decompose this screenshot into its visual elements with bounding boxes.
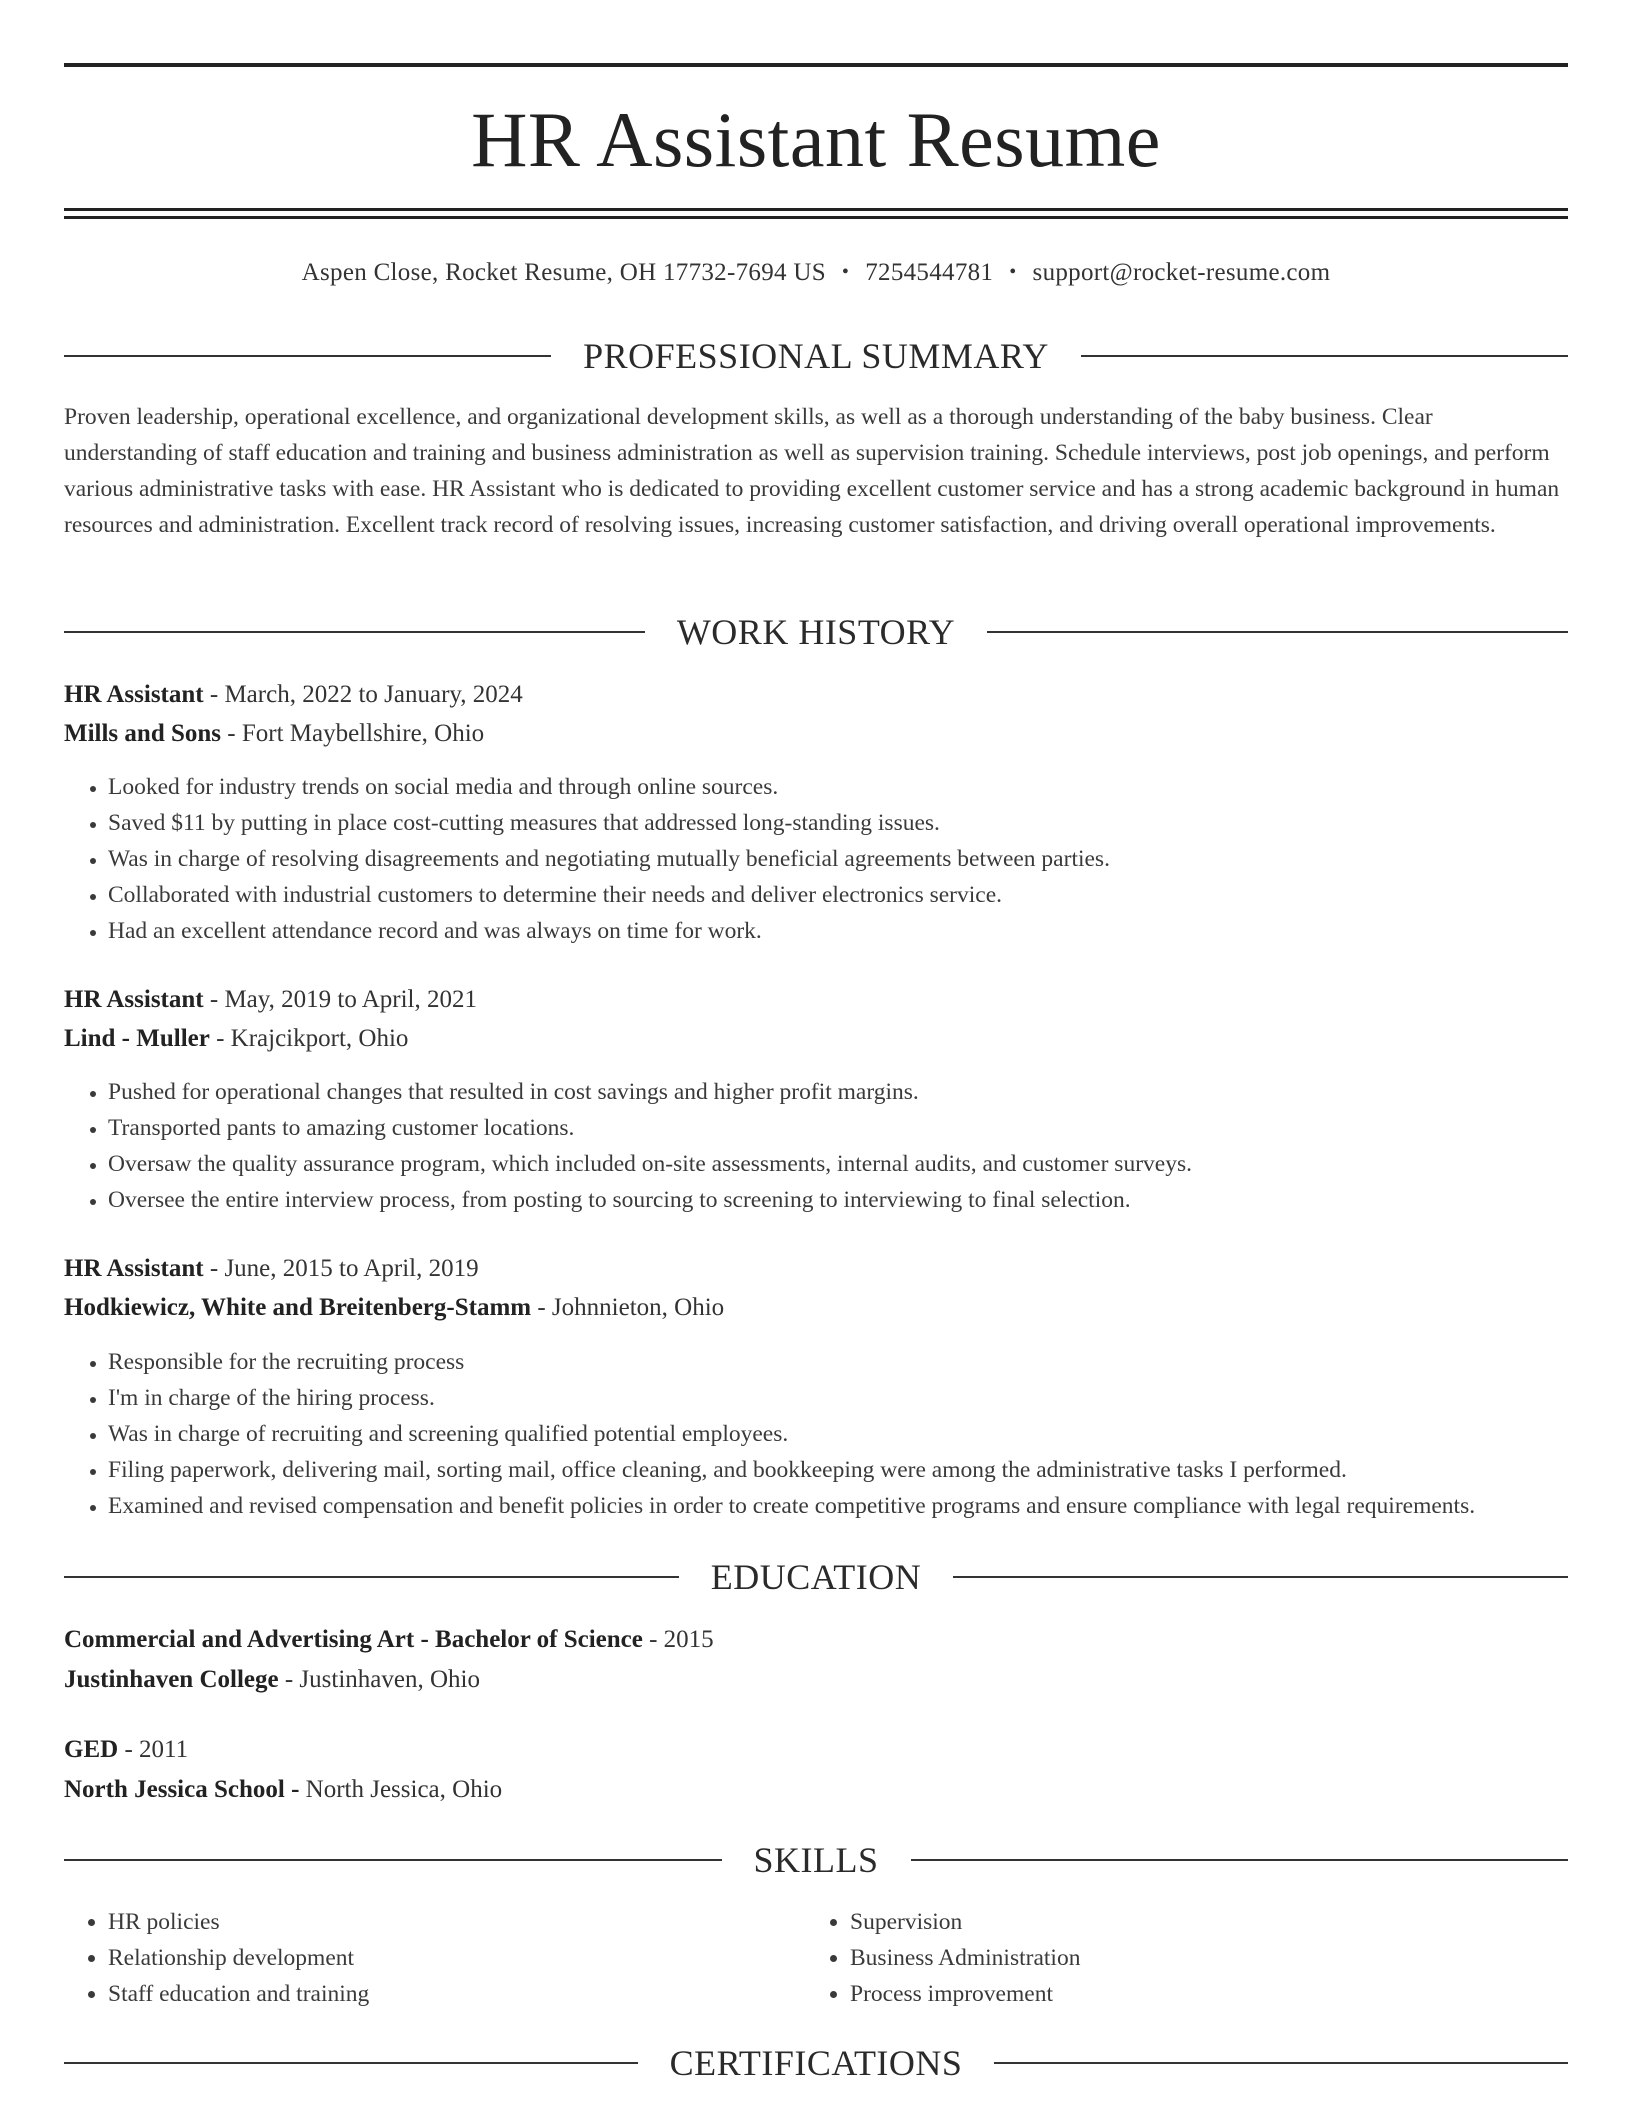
job-company: Hodkiewicz, White and Breitenberg-Stamm [64,1294,532,1321]
skills-list-left [64,1904,808,2012]
education-entry [64,1620,1568,1700]
certifications-section-heading [64,2041,1568,2085]
job-title-line [64,675,1568,714]
job-dates: - June, 2015 to April, 2019 [203,1255,479,1282]
list-item: • Transported pants to amazing customer locations. [108,1110,1592,1146]
education-entry [64,1730,1568,1810]
list-item: • I'm in charge of the hiring process. [108,1380,1592,1416]
skill-item: • Supervision [850,1904,1550,1940]
skill-item: • Business Administration [850,1940,1550,1976]
job-title: HR Assistant [64,1255,204,1282]
list-item: • Oversaw the quality assurance program, which included on-site assessments, internal audits, and customer surveys. [108,1146,1592,1182]
skills-section-heading [64,1838,1568,1882]
degree-year: - 2011 [118,1736,189,1763]
degree-line [64,1620,1568,1660]
section-title: PROFESSIONAL SUMMARY [583,336,1049,376]
list-item: • Pushed for operational changes that resulted in cost savings and higher profit margins. [108,1074,1592,1110]
divider-line [64,355,551,357]
list-item: • Oversee the entire interview process, from posting to sourcing to screening to interviewing to final selection. [108,1182,1592,1218]
job-title-line [64,980,1568,1019]
list-item: • Responsible for the recruiting process [108,1344,1592,1380]
job-title-line [64,1249,1568,1288]
degree-name: GED [64,1736,119,1763]
skills-list-right [806,1904,1550,2012]
title-rule-upper [64,208,1568,211]
divider-line [987,631,1568,633]
job-location: - Fort Maybellshire, Ohio [221,720,485,747]
job-title: HR Assistant [64,681,204,708]
degree-year: - 2015 [642,1626,714,1653]
divider-line [953,1576,1568,1578]
skill-item: • Relationship development [108,1940,808,1976]
school-location: - Justinhaven, Ohio [278,1666,480,1693]
list-item: • Had an excellent attendance record and was always on time for work. [108,913,1592,949]
title-rule-lower [64,216,1568,219]
job-bullets [64,1074,1592,1218]
job-bullets [64,1344,1592,1524]
section-title: CERTIFICATIONS [669,2043,963,2083]
divider-line [911,1859,1569,1861]
resume-title: HR Assistant Resume [471,96,1161,183]
contact-line [64,254,1568,291]
contact-separator: • [841,261,850,283]
summary-text: Proven leadership, operational excellence, and organizational development skills, as well as a thorough understanding of the baby business. Clear understanding of staff education and training and business administration as well as supervision training. Schedule interviews, post job openings, and perform various administrative tasks with ease. HR Assistant who is dedicated to providing excellent customer service and has a strong academic background in human resources and administration. Excellent track record of resolving issues, increasing customer satisfaction, and driving overall operational improvements. [64,404,1560,538]
contact-address: Aspen Close, Rocket Resume, OH 17732-7694 US [301,259,826,286]
job-entry [64,1249,1568,1327]
list-item: • Was in charge of recruiting and screening qualified potential employees. [108,1416,1592,1452]
job-company: Mills and Sons [64,720,222,747]
education-section-heading [64,1555,1568,1599]
job-company-line [64,714,1568,753]
job-location: - Krajcikport, Ohio [209,1025,409,1052]
job-company: Lind - Muller [64,1025,210,1052]
skill-item: • Process improvement [850,1976,1550,2012]
divider-line [64,1576,679,1578]
list-item: • Filing paperwork, delivering mail, sorting mail, office cleaning, and bookkeeping were among the administrative tasks I performed. [108,1452,1592,1488]
school-line [64,1770,1568,1810]
list-item: • Saved $11 by putting in place cost-cutting measures that addressed long-standing issues. [108,805,1592,841]
job-dates: - May, 2019 to April, 2021 [203,986,477,1013]
divider-line [1081,355,1568,357]
contact-separator: • [1009,261,1017,283]
job-company-line [64,1288,1568,1327]
divider-line [64,1859,722,1861]
divider-line [994,2062,1568,2064]
section-title: WORK HISTORY [676,612,956,652]
contact-email: support@rocket-resume.com [1032,259,1331,286]
job-title: HR Assistant [64,986,204,1013]
list-item: • Examined and revised compensation and benefit policies in order to create competitive programs and ensure compliance with legal requirements. [108,1488,1592,1524]
section-title: SKILLS [753,1840,879,1880]
job-entry [64,675,1568,753]
section-title: EDUCATION [710,1557,922,1597]
skill-item: • Staff education and training [108,1976,808,2012]
job-location: - Johnnieton, Ohio [531,1294,725,1321]
skill-item: • HR policies [108,1904,808,1940]
school-name: North Jessica School - [64,1776,300,1803]
degree-line [64,1730,1568,1770]
school-location: North Jessica, Ohio [299,1776,503,1803]
top-rule [64,63,1568,67]
job-company-line [64,1019,1568,1058]
list-item: • Was in charge of resolving disagreements and negotiating mutually beneficial agreements between parties. [108,841,1592,877]
contact-phone: 7254544781 [865,259,994,286]
divider-line [64,2062,638,2064]
job-entry [64,980,1568,1058]
divider-line [64,631,645,633]
job-bullets [64,769,1592,949]
summary-section-heading [64,334,1568,378]
list-item: • Looked for industry trends on social media and through online sources. [108,769,1592,805]
school-line [64,1660,1568,1700]
school-name: Justinhaven College [64,1666,279,1693]
degree-name: Commercial and Advertising Art - Bachelor of Science [64,1626,643,1653]
list-item: • Collaborated with industrial customers to determine their needs and deliver electronics service. [108,877,1592,913]
job-dates: - March, 2022 to January, 2024 [203,681,523,708]
work-section-heading [64,610,1568,654]
